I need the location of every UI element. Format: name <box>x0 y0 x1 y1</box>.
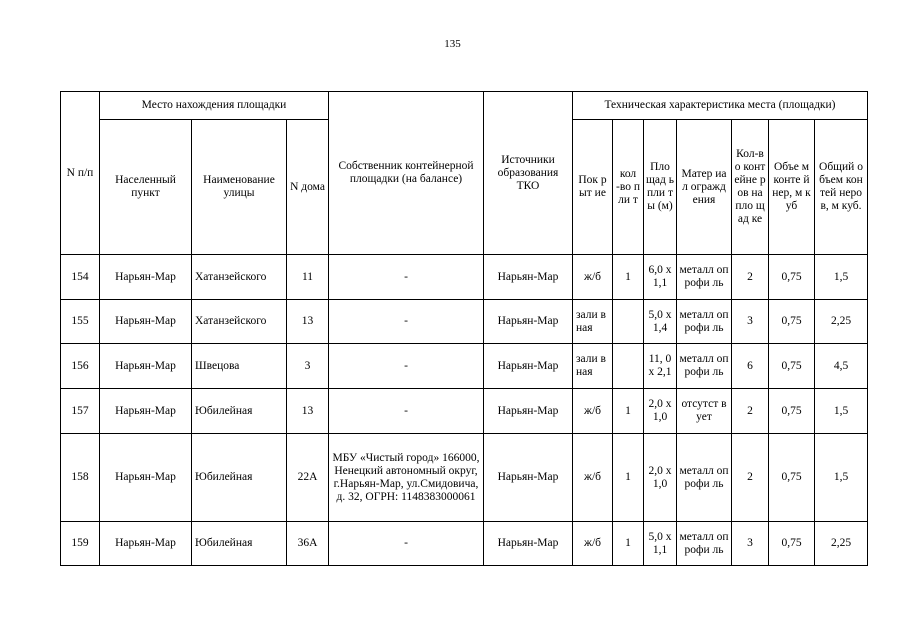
cell-containers: 2 <box>732 255 769 300</box>
cell-containers: 2 <box>732 389 769 434</box>
table-row <box>61 434 868 522</box>
cell-total: 1,5 <box>815 434 868 522</box>
cell-fence: металл опрофи ль <box>677 434 732 522</box>
cell-num: 159 <box>61 522 100 566</box>
cell-volume: 0,75 <box>769 522 815 566</box>
cell-num: 156 <box>61 344 100 389</box>
cell-area: 11, 0 х 2,1 <box>644 344 677 389</box>
cell-cover: ж/б <box>573 255 613 300</box>
col-header-settlement: Населенный пункт <box>100 120 192 255</box>
cell-volume: 0,75 <box>769 389 815 434</box>
table-row <box>61 389 868 434</box>
table-row <box>61 255 868 300</box>
cell-sources: Нарьян-Мар <box>484 255 573 300</box>
cell-fence: металл опрофи ль <box>677 255 732 300</box>
cell-total: 4,5 <box>815 344 868 389</box>
cell-fence: металл опрофи ль <box>677 300 732 344</box>
cell-plates <box>613 300 644 344</box>
cell-owner: - <box>329 389 484 434</box>
cell-owner: - <box>329 522 484 566</box>
cell-containers: 3 <box>732 522 769 566</box>
cell-street: Юбилейная <box>192 434 287 522</box>
cell-owner: МБУ «Чистый город» 166000, Ненецкий автономный округ, г.Нарьян-Мар, ул.Смидовича, д. 32, ОГРН: 1148383000061 <box>329 434 484 522</box>
cell-owner: - <box>329 344 484 389</box>
cell-owner: - <box>329 255 484 300</box>
cell-settlement: Нарьян-Мар <box>100 300 192 344</box>
cell-settlement: Нарьян-Мар <box>100 389 192 434</box>
cell-settlement: Нарьян-Мар <box>100 344 192 389</box>
header-row-1 <box>61 92 868 120</box>
cell-area: 5,0 х 1,1 <box>644 522 677 566</box>
cell-area: 5,0 х 1,4 <box>644 300 677 344</box>
col-header-plates: кол -во пли т <box>613 120 644 255</box>
col-header-total: Общий объем контей неров, м куб. <box>815 120 868 255</box>
cell-plates: 1 <box>613 522 644 566</box>
col-header-house: N дома <box>287 120 329 255</box>
cell-sources: Нарьян-Мар <box>484 389 573 434</box>
cell-total: 1,5 <box>815 255 868 300</box>
cell-street: Хатанзейского <box>192 255 287 300</box>
col-header-cover: Пок рыт ие <box>573 120 613 255</box>
cell-settlement: Нарьян-Мар <box>100 255 192 300</box>
cell-cover: ж/б <box>573 522 613 566</box>
cell-house: 36А <box>287 522 329 566</box>
cell-total: 2,25 <box>815 300 868 344</box>
col-header-fence: Матер иал огражд ения <box>677 120 732 255</box>
table-row <box>61 344 868 389</box>
col-header-tech-group: Техническая характеристика места (площадки) <box>573 92 868 120</box>
table-row <box>61 522 868 566</box>
container-sites-table <box>60 91 868 566</box>
cell-sources: Нарьян-Мар <box>484 434 573 522</box>
table-row <box>61 300 868 344</box>
cell-volume: 0,75 <box>769 344 815 389</box>
cell-volume: 0,75 <box>769 434 815 522</box>
cell-street: Швецова <box>192 344 287 389</box>
cell-cover: зали вная <box>573 300 613 344</box>
cell-owner: - <box>329 300 484 344</box>
col-header-street: Наименование улицы <box>192 120 287 255</box>
cell-plates: 1 <box>613 389 644 434</box>
cell-containers: 2 <box>732 434 769 522</box>
cell-total: 1,5 <box>815 389 868 434</box>
cell-settlement: Нарьян-Мар <box>100 434 192 522</box>
cell-containers: 6 <box>732 344 769 389</box>
cell-street: Хатанзейского <box>192 300 287 344</box>
cell-sources: Нарьян-Мар <box>484 300 573 344</box>
cell-fence: отсутст вует <box>677 389 732 434</box>
cell-plates <box>613 344 644 389</box>
cell-containers: 3 <box>732 300 769 344</box>
col-header-volume: Объе м конте йнер, м куб <box>769 120 815 255</box>
cell-plates: 1 <box>613 434 644 522</box>
col-header-num: N п/п <box>61 92 100 255</box>
col-header-area: Пло щад ь пли ты (м) <box>644 120 677 255</box>
cell-area: 2,0 х 1,0 <box>644 389 677 434</box>
cell-house: 13 <box>287 389 329 434</box>
cell-fence: металл опрофи ль <box>677 522 732 566</box>
cell-num: 158 <box>61 434 100 522</box>
cell-cover: зали вная <box>573 344 613 389</box>
cell-num: 157 <box>61 389 100 434</box>
cell-settlement: Нарьян-Мар <box>100 522 192 566</box>
cell-cover: ж/б <box>573 434 613 522</box>
cell-sources: Нарьян-Мар <box>484 522 573 566</box>
col-header-location-group: Место нахождения площадки <box>100 92 329 120</box>
cell-volume: 0,75 <box>769 300 815 344</box>
cell-num: 155 <box>61 300 100 344</box>
cell-num: 154 <box>61 255 100 300</box>
cell-area: 2,0 х 1,0 <box>644 434 677 522</box>
cell-house: 11 <box>287 255 329 300</box>
cell-street: Юбилейная <box>192 522 287 566</box>
cell-house: 13 <box>287 300 329 344</box>
cell-area: 6,0 х 1,1 <box>644 255 677 300</box>
cell-street: Юбилейная <box>192 389 287 434</box>
cell-plates: 1 <box>613 255 644 300</box>
cell-sources: Нарьян-Мар <box>484 344 573 389</box>
col-header-sources: Источники образования ТКО <box>484 92 573 255</box>
col-header-containers: Кол-во конт ейне ров на пло щад ке <box>732 120 769 255</box>
page-number: 135 <box>444 38 461 50</box>
col-header-owner: Собственник контейнерной площадки (на балансе) <box>329 92 484 255</box>
cell-house: 3 <box>287 344 329 389</box>
cell-cover: ж/б <box>573 389 613 434</box>
cell-volume: 0,75 <box>769 255 815 300</box>
cell-total: 2,25 <box>815 522 868 566</box>
cell-fence: металл опрофи ль <box>677 344 732 389</box>
cell-house: 22А <box>287 434 329 522</box>
